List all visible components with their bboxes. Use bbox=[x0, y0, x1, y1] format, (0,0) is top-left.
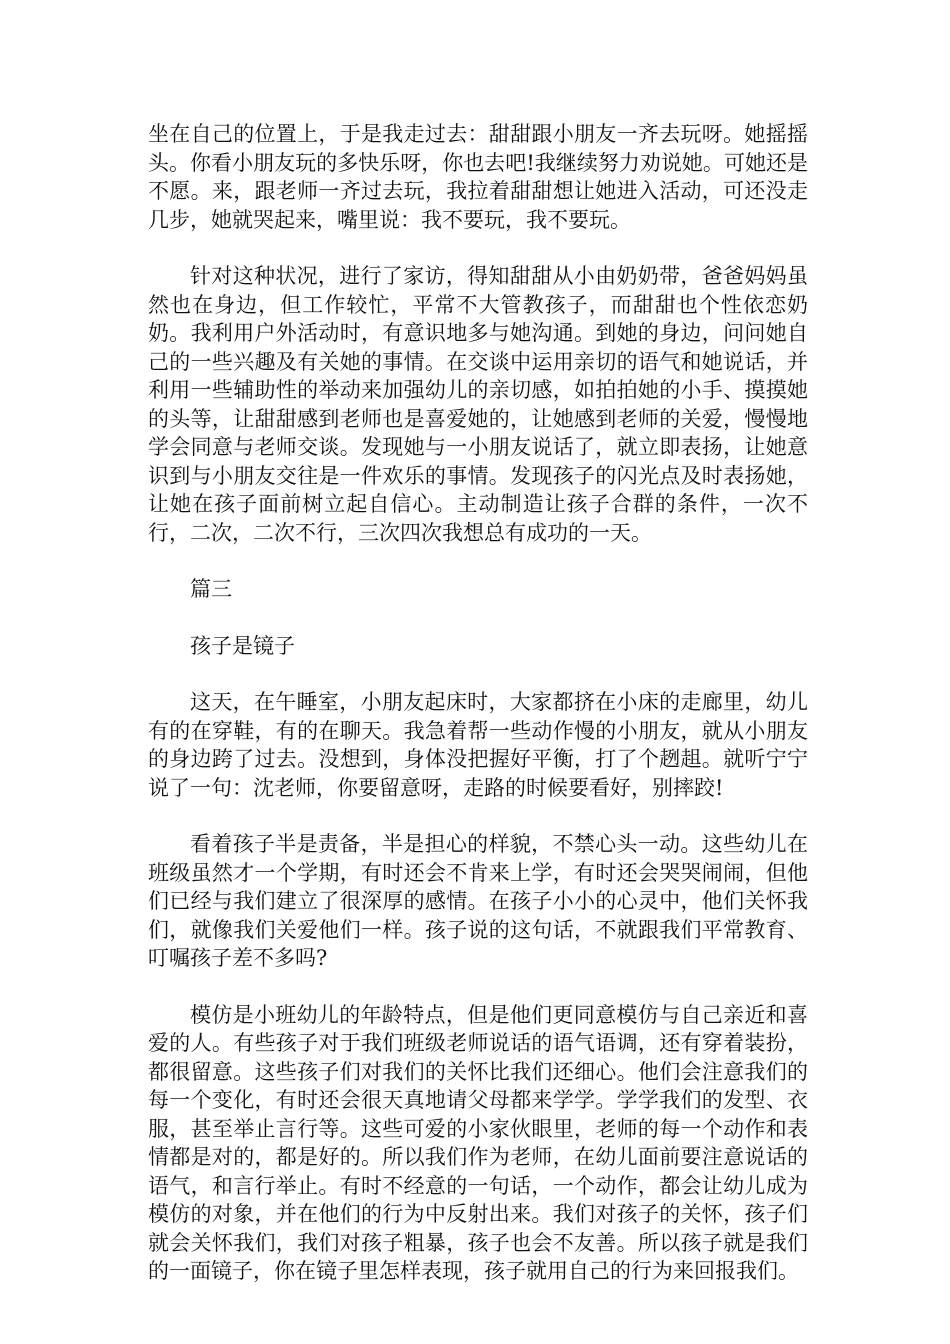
document-body bbox=[148, 120, 808, 1314]
section-title: 孩子是镜子 bbox=[190, 633, 295, 658]
section-heading: 篇三 bbox=[190, 577, 232, 601]
paragraph-imitation: 模仿是小班幼儿的年龄特点，但是他们更同意模仿与自己亲近和喜爱的人。有些孩子对于我们班级老师说话的语气语调，还有穿着装扮，都很留意。这些孩子们对我们的关怀比我们还细心。他们会注意我们的每一个变化，有时还会很天真地请父母都来学学。学学我们的发型、衣服，甚至举止言行等。这些可爱的小家伙眼里，老师的每一个动作和表情都是对的，都是好的。所以我们作为老师，在幼儿面前要注意说话的语气，和言行举止。有时不经意的一句话，一个动作，都会让幼儿成为模仿的对象，并在他们的行为中反射出来。我们对孩子的关怀，孩子们就会关怀我们，我们对孩子粗暴，孩子也会不友善。所以孩子就是我们的一面镜子，你在镜子里怎样表现，孩子就用自己的行为来回报我们。 bbox=[148, 1002, 808, 1283]
paragraph-home-visit: 针对这种状况，进行了家访，得知甜甜从小由奶奶带，爸爸妈妈虽然也在身边，但工作较忙，平常不大管教孩子，而甜甜也个性依恋奶奶。我利用户外活动时，有意识地多与她沟通。到她的身边，问问她自己的一些兴趣及有关她的事情。在交谈中运用亲切的语气和她说话，并利用一些辅助性的举动来加强幼儿的亲切感，如拍拍她的小手、摸摸她的头等，让甜甜感到老师也是喜爱她的，让她感到老师的关爱，慢慢地学会同意与老师交谈。发现她与一小朋友说话了，就立即表扬，让她意识到与小朋友交往是一件欢乐的事情。发现孩子的闪光点及时表扬她，让她在孩子面前树立起自信心。主动制造让孩子合群的条件，一次不行，二次，二次不行，三次四次我想总有成功的一天。 bbox=[148, 264, 808, 545]
paragraph-child-concern: 看着孩子半是责备，半是担心的样貌，不禁心头一动。这些幼儿在班级虽然才一个学期，有时还会不肯来上学，有时还会哭哭闹闹，但他们已经与我们建立了很深厚的感情。在孩子小小的心灵中，他们关怀我们，就像我们关爱他们一样。孩子说的这句话，不就跟我们平常教育、叮嘱孩子差不多吗? bbox=[148, 832, 808, 970]
paragraph-nap-room: 这天，在午睡室，小朋友起床时，大家都挤在小床的走廊里，幼儿有的在穿鞋，有的在聊天。我急着帮一些动作慢的小朋友，就从小朋友的身边跨了过去。没想到，身体没把握好平衡，打了个趔趄。就听宁宁说了一句：沈老师，你要留意呀，走路的时候要看好，别摔跤! bbox=[148, 690, 808, 800]
paragraph-continued: 坐在自己的位置上，于是我走过去：甜甜跟小朋友一齐去玩呀。她摇摇头。你看小朋友玩的多快乐呀，你也去吧!我继续努力劝说她。可她还是不愿。来，跟老师一齐过去玩，我拉着甜甜想让她进入活动，可还没走几步，她就哭起来，嘴里说：我不要玩，我不要玩。 bbox=[148, 122, 808, 232]
